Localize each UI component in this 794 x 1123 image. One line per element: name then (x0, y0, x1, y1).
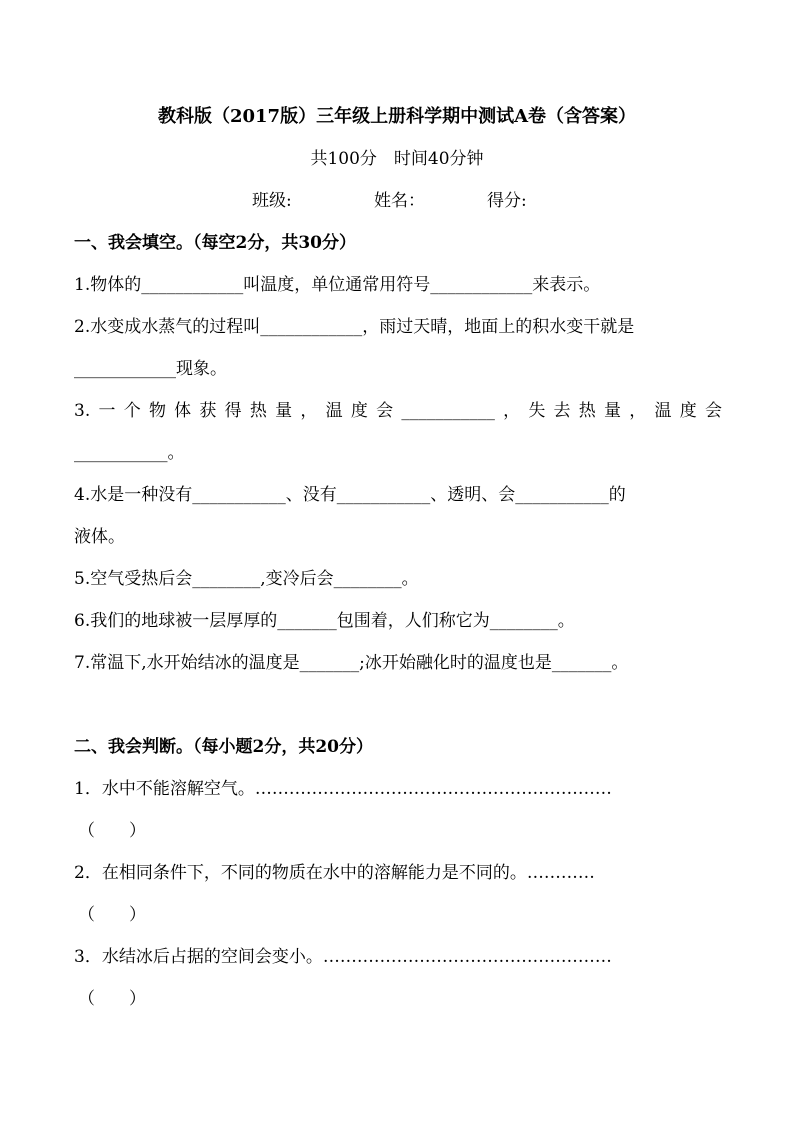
name-label: 姓名： (374, 191, 425, 211)
answer-paren-2-3: （ ） (78, 989, 146, 1009)
question-1-4-line1: 4.水是一种没有___________、没有___________、透明、会___________的 (74, 485, 626, 505)
exam-title: 教科版（2017版）三年级上册科学期中测试A卷（含答案） (157, 106, 637, 127)
section1-heading: 一、我会填空。（每空2分，共30分） (74, 233, 356, 253)
question-1-2-line2: ____________现象。 (74, 359, 227, 379)
question-2-1: 1．水中不能溶解空气。……………………………………………………… (74, 779, 612, 799)
question-2-2: 2．在相同条件下，不同的物质在水中的溶解能力是不同的。………… (74, 863, 595, 883)
class-label: 班级: (252, 191, 292, 211)
question-1-2-line1: 2.水变成水蒸气的过程叫____________，雨过天晴，地面上的积水变干就是 (74, 317, 635, 337)
question-1-7: 7.常温下,水开始结冰的温度是_______;冰开始融化时的温度也是_______。 (74, 653, 629, 673)
exam-subtitle: 共100分 时间40分钟 (310, 149, 484, 169)
question-1-1: 1.物体的____________叫温度，单位通常用符号____________来表示。 (74, 275, 601, 295)
section2-heading: 二、我会判断。（每小题2分，共20分） (74, 737, 373, 757)
question-1-5: 5.空气受热后会________,变冷后会________。 (74, 569, 419, 589)
question-1-4-line2: 液体。 (74, 527, 125, 547)
answer-paren-2-2: （ ） (78, 905, 146, 925)
question-1-3-line1: 3.一个物体获得热量，温度会___________，失去热量，温度会 (74, 401, 722, 421)
question-1-3-line2: ___________。 (74, 443, 185, 463)
question-2-3: 3．水结冰后占据的空间会变小。…………………………………………… (74, 947, 612, 967)
answer-paren-2-1: （ ） (78, 821, 146, 841)
score-label: 得分: (487, 191, 527, 211)
question-1-6: 6.我们的地球被一层厚厚的_______包围着，人们称它为________。 (74, 611, 575, 631)
